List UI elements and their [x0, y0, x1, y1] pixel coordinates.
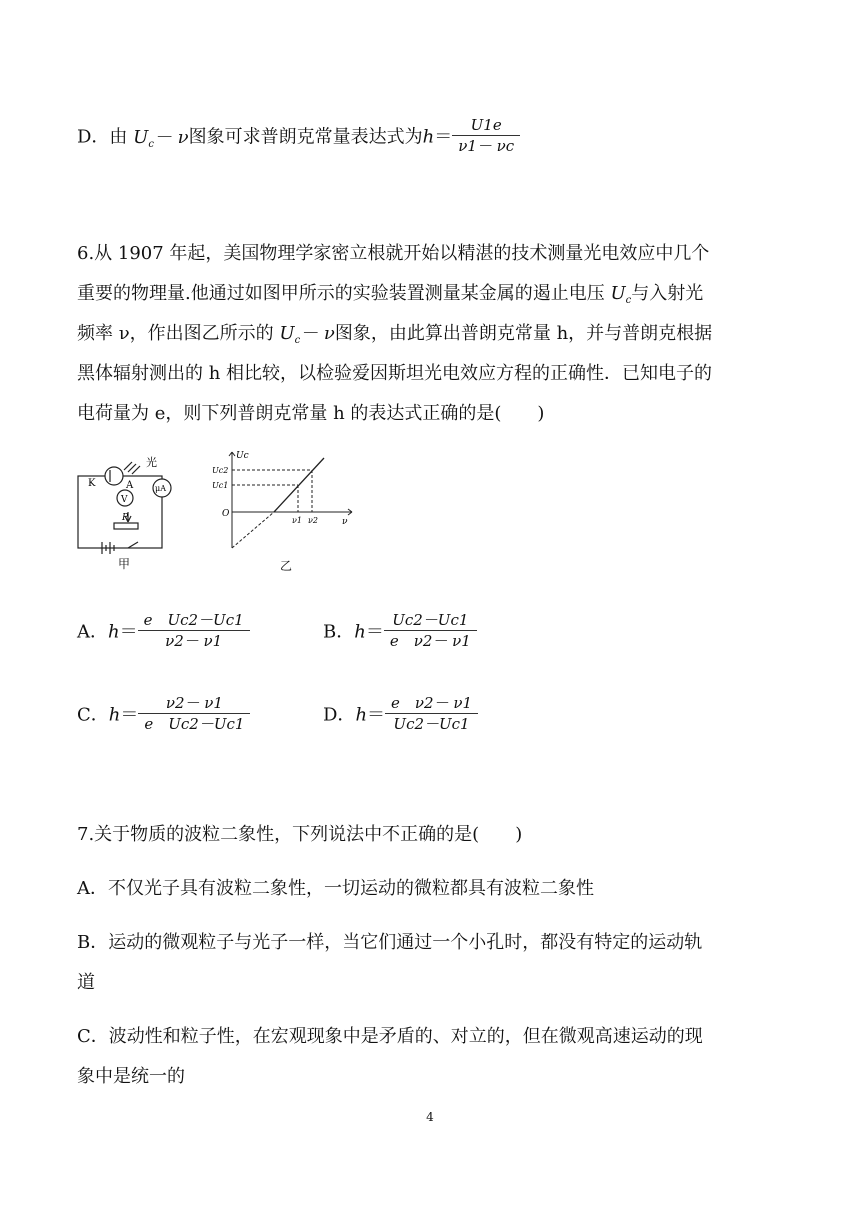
- q7-stem: 7.关于物质的波粒二象性，下列说法中不正确的是( ): [77, 824, 523, 845]
- q6-line-5: 电荷量为 e，则下列普朗克常量 h 的表达式正确的是( ): [77, 403, 545, 424]
- figure-b-caption: 乙: [280, 559, 293, 573]
- figure-a-caption: 甲: [118, 557, 131, 571]
- uc-symbol: $U_c- \nu$: [133, 126, 189, 150]
- anode-label: A: [126, 480, 134, 491]
- uc-nu-graph: [212, 448, 362, 563]
- nu2-label: ν2: [308, 516, 318, 525]
- q6-option-c: C．h＝ $\frac{\nu 2- \nu 1}{\text{e Uc2－Uc1}}$: [77, 695, 250, 736]
- slider-label: P: [122, 513, 129, 523]
- y-axis-label: Uc: [236, 451, 249, 461]
- q7-option-c-line2: 象中是统一的: [77, 1066, 185, 1087]
- voltmeter-label: V: [121, 495, 128, 505]
- q6-option-a: A．h＝ $\frac{\text{e Uc2－Uc1}}{\nu 2- \nu 1}$: [77, 612, 250, 653]
- x-axis-label: ν: [342, 517, 348, 527]
- nu1-label: ν1: [292, 516, 302, 525]
- q5-option-d: D．由 $U_c- \nu$图象可求普朗克常量表达式为h＝ $\frac{U1e}{\nu 1- \nu c}$: [77, 117, 520, 158]
- q6-line-2: 重要的物理量.他通过如图甲所示的实验装置测量某金属的遏止电压 $U_c$与入射光: [77, 283, 704, 306]
- origin-label: O: [222, 509, 230, 519]
- circuit-diagram: [70, 452, 190, 572]
- q7-option-b-line1: B．运动的微观粒子与光子一样，当它们通过一个小孔时，都没有特定的运动轨: [77, 932, 703, 953]
- uc1-label: Uc1: [212, 481, 229, 490]
- q7-option-a: A．不仅光子具有波粒二象性，一切运动的微粒都具有波粒二象性: [77, 878, 594, 899]
- cathode-label: K: [88, 478, 96, 489]
- page-number: 4: [426, 1110, 434, 1124]
- q7-option-c-line1: C．波动性和粒子性，在宏观现象中是矛盾的、对立的，但在微观高速运动的现: [77, 1026, 703, 1047]
- uc2-label: Uc2: [212, 466, 229, 475]
- q7-option-b-line2: 道: [77, 972, 95, 993]
- light-label: 光: [146, 456, 157, 469]
- q6-line-1: 6.从 1907 年起，美国物理学家密立根就开始以精湛的技术测量光电效应中几个: [77, 243, 710, 264]
- q6-line-3: 频率 ν，作出图乙所示的 $U_c- \nu$图象，由此算出普朗克常量 h，并与普朗克根据: [77, 323, 713, 346]
- q5d-fraction: $\frac{U1e}{\nu 1- \nu c}$: [452, 115, 520, 156]
- q6-line-4: 黑体辐射测出的 h 相比较，以检验爱因斯坦光电效应方程的正确性．已知电子的: [77, 363, 713, 384]
- q6-option-b: B．h＝ $\frac{Uc2-Uc1}{\text{e ν2－ ν1}}$: [323, 612, 477, 653]
- q6-option-d: D．h＝ $\frac{\text{e ν2－ ν1}}{Uc2-Uc1}$: [323, 695, 478, 736]
- ammeter-label: μA: [155, 484, 166, 493]
